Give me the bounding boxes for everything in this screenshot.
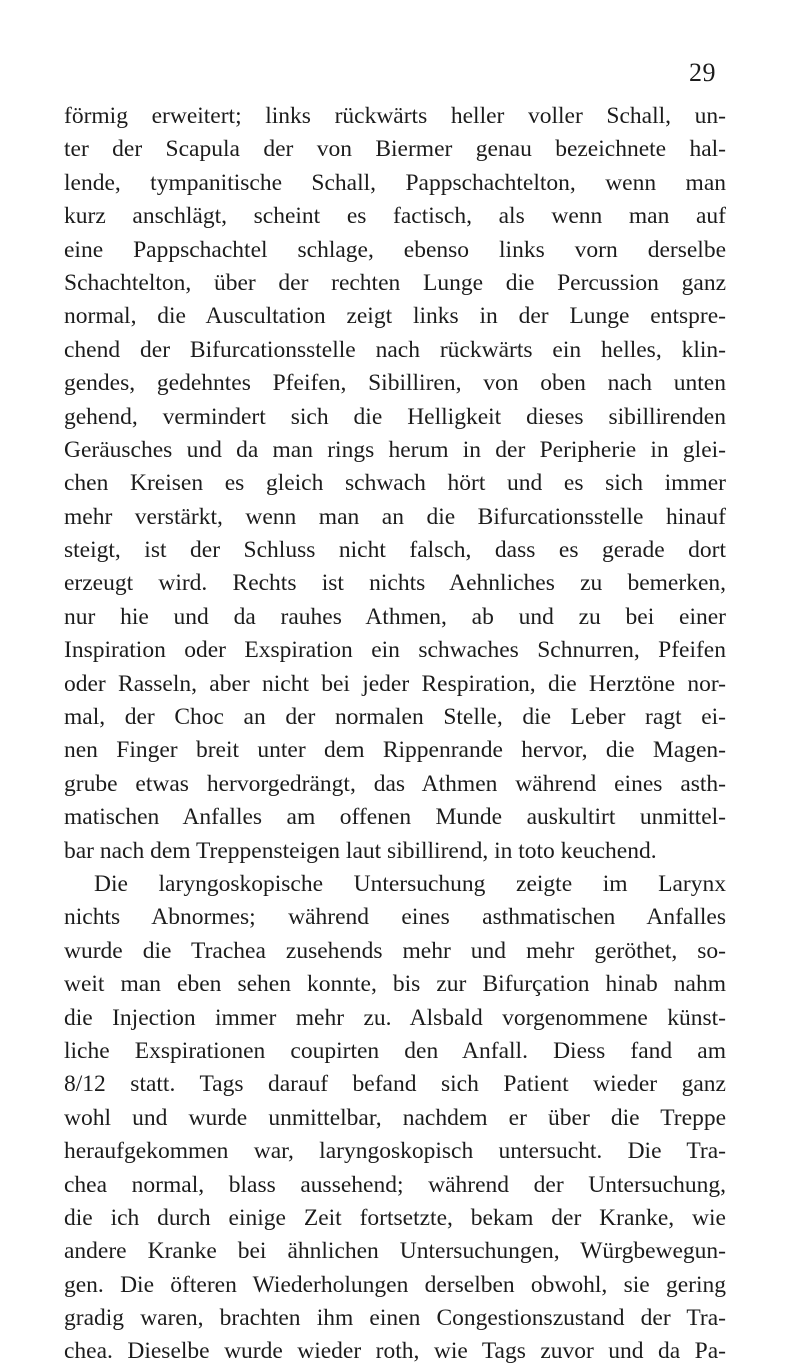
- text-line: wurde die Trachea zusehends mehr und mehr geröthet, so-: [64, 937, 726, 964]
- text-line: grube etwas hervorgedrängt, das Athmen während eines asth-: [64, 770, 726, 797]
- text-line: normal, die Auscultation zeigt links in der Lunge entspre-: [64, 303, 726, 330]
- text-line: nur hie und da rauhes Athmen, ab und zu bei einer: [64, 603, 726, 630]
- text-line: liche Exspirationen coupirten den Anfall. Diess fand am: [64, 1037, 726, 1064]
- text-line: Geräusches und da man rings herum in der Peripherie in glei-: [64, 436, 726, 463]
- text-line: Schachtelton, über der rechten Lunge die Percussion ganz: [64, 269, 726, 296]
- text-line: ter der Scapula der von Biermer genau bezeichnete hal-: [64, 136, 726, 163]
- text-line: lende, tympanitische Schall, Pappschachtelton, wenn man: [64, 169, 726, 196]
- text-line: wohl und wurde unmittelbar, nachdem er über die Treppe: [64, 1104, 726, 1131]
- text-line: chend der Bifurcationsstelle nach rückwärts ein helles, klin-: [64, 336, 726, 363]
- text-line: chea. Dieselbe wurde wieder roth, wie Tags zuvor und da Pa-: [64, 1338, 726, 1365]
- text-line: oder Rasseln, aber nicht bei jeder Respiration, die Herztöne nor-: [64, 670, 726, 697]
- text-line: förmig erweitert; links rückwärts heller voller Schall, un-: [64, 103, 726, 129]
- text-line: steigt, ist der Schluss nicht falsch, dass es gerade dort: [64, 537, 726, 564]
- text-line: die Injection immer mehr zu. Alsbald vorgenommene künst-: [64, 1004, 726, 1031]
- text-line: heraufgekommen war, laryngoskopisch untersucht. Die Tra-: [64, 1138, 726, 1165]
- text-line: mal, der Choc an der normalen Stelle, die Leber ragt ei-: [64, 704, 726, 731]
- text-line: Die laryngoskopische Untersuchung zeigte im Larynx: [94, 870, 726, 897]
- text-line: chea normal, blass aussehend; während der Untersuchung,: [64, 1171, 726, 1198]
- text-line: die ich durch einige Zeit fortsetzte, bekam der Kranke, wie: [64, 1204, 726, 1231]
- text-line: Inspiration oder Exspiration ein schwaches Schnurren, Pfeifen: [64, 637, 726, 664]
- body-text: [64, 100, 726, 1369]
- text-line: matischen Anfalles am offenen Munde auskultirt unmittel-: [64, 804, 726, 831]
- text-line: nichts Abnormes; während eines asthmatischen Anfalles: [64, 904, 726, 931]
- text-line: mehr verstärkt, wenn man an die Bifurcationsstelle hinauf: [64, 503, 726, 530]
- text-line: kurz anschlägt, scheint es factisch, als wenn man auf: [64, 203, 726, 230]
- text-line: gen. Die öfteren Wiederholungen derselben obwohl, sie gering: [64, 1271, 726, 1298]
- text-line: gendes, gedehntes Pfeifen, Sibilliren, von oben nach unten: [64, 370, 726, 397]
- text-line: erzeugt wird. Rechts ist nichts Aehnliches zu bemerken,: [64, 570, 726, 597]
- text-line: weit man eben sehen konnte, bis zur Bifurçation hinab nahm: [64, 971, 726, 998]
- text-line: gradig waren, brachten ihm einen Congestionszustand der Tra-: [64, 1305, 726, 1332]
- text-line: andere Kranke bei ähnlichen Untersuchungen, Würgbewegun-: [64, 1238, 726, 1265]
- text-line: gehend, vermindert sich die Helligkeit dieses sibillirenden: [64, 403, 726, 430]
- text-line: chen Kreisen es gleich schwach hört und es sich immer: [64, 470, 726, 497]
- text-line: bar nach dem Treppensteigen laut sibillirend, in toto keuchend.: [64, 837, 657, 864]
- text-line: 8/12 statt. Tags darauf befand sich Patient wieder ganz: [64, 1071, 726, 1098]
- text-line: nen Finger breit unter dem Rippenrande hervor, die Magen-: [64, 737, 726, 764]
- page-number: 29: [689, 58, 716, 87]
- text-line: eine Pappschachtel schlage, ebenso links vorn derselbe: [64, 236, 726, 263]
